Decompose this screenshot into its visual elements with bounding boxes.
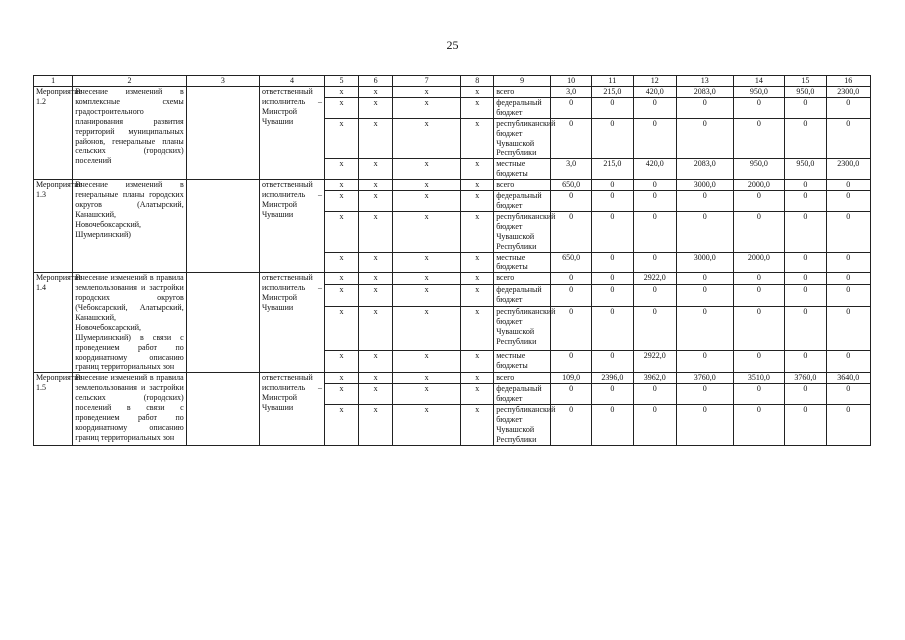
- budget-code-cell: x: [461, 87, 494, 98]
- funding-value-cell: 0: [633, 307, 676, 351]
- funding-value-cell: 0: [733, 273, 785, 285]
- funding-value-cell: 0: [592, 180, 633, 191]
- funding-value-cell: 950,0: [733, 87, 785, 98]
- budget-code-cell: x: [325, 350, 359, 372]
- funding-value-cell: 0: [676, 211, 733, 252]
- funding-value-cell: 2922,0: [633, 273, 676, 285]
- funding-source-cell: федеральный бюджет: [494, 384, 551, 405]
- budget-code-cell: x: [359, 307, 393, 351]
- funding-value-cell: 0: [633, 118, 676, 159]
- funding-source-cell: всего: [494, 180, 551, 191]
- funding-value-cell: 0: [676, 118, 733, 159]
- funding-value-cell: 3760,0: [785, 373, 826, 384]
- budget-code-cell: x: [359, 350, 393, 372]
- funding-value-cell: 0: [550, 405, 591, 446]
- funding-value-cell: 0: [633, 405, 676, 446]
- measure-title-cell: Внесение изменений в комплексные схемы градостроительного планирования развития территорий муниципальных районов, генеральные планы сельских (городских) поселений: [73, 87, 187, 180]
- page-number: 25: [446, 38, 459, 52]
- funding-value-cell: 0: [550, 384, 591, 405]
- budget-code-cell: x: [461, 273, 494, 285]
- funding-value-cell: 0: [592, 405, 633, 446]
- funding-value-cell: 0: [676, 405, 733, 446]
- measure-funding-row: [34, 273, 871, 285]
- funding-source-cell: республиканский бюджет Чувашской Республики: [494, 405, 551, 446]
- budget-code-cell: x: [325, 273, 359, 285]
- budget-code-cell: x: [393, 191, 461, 212]
- column-number-cell: 8: [461, 76, 494, 87]
- column-number-cell: 12: [633, 76, 676, 87]
- budget-code-cell: x: [325, 118, 359, 159]
- column-number-cell: 7: [393, 76, 461, 87]
- measure-id-cell: Мероприятие 1.5: [34, 373, 73, 445]
- funding-value-cell: 0: [733, 118, 785, 159]
- funding-value-cell: 0: [826, 350, 871, 372]
- budget-code-cell: x: [325, 285, 359, 307]
- funding-value-cell: 650,0: [550, 180, 591, 191]
- funding-value-cell: 0: [733, 285, 785, 307]
- budget-code-cell: x: [359, 405, 393, 446]
- funding-value-cell: 0: [785, 307, 826, 351]
- funding-value-cell: 0: [592, 191, 633, 212]
- funding-value-cell: 0: [826, 118, 871, 159]
- funding-value-cell: 0: [550, 191, 591, 212]
- funding-value-cell: 2300,0: [826, 87, 871, 98]
- measure-id-cell: Мероприятие 1.2: [34, 87, 73, 180]
- funding-value-cell: 0: [550, 273, 591, 285]
- funding-value-cell: 0: [785, 350, 826, 372]
- funding-value-cell: 0: [826, 97, 871, 118]
- column-number-cell: 2: [73, 76, 187, 87]
- funding-value-cell: 0: [550, 350, 591, 372]
- column-number-cell: 15: [785, 76, 826, 87]
- funding-value-cell: 0: [785, 191, 826, 212]
- funding-value-cell: 3,0: [550, 87, 591, 98]
- funding-value-cell: 3,0: [550, 159, 591, 180]
- funding-value-cell: 3000,0: [676, 252, 733, 273]
- budget-code-cell: x: [325, 384, 359, 405]
- funding-value-cell: 0: [550, 285, 591, 307]
- budget-code-cell: x: [461, 159, 494, 180]
- budget-code-cell: x: [461, 405, 494, 446]
- column-number-cell: 6: [359, 76, 393, 87]
- budget-code-cell: x: [461, 97, 494, 118]
- budget-code-cell: x: [393, 252, 461, 273]
- budget-code-cell: x: [325, 180, 359, 191]
- funding-value-cell: 2922,0: [633, 350, 676, 372]
- funding-value-cell: 0: [550, 211, 591, 252]
- column-number-cell: 10: [550, 76, 591, 87]
- measure-col3-cell: [186, 273, 259, 373]
- funding-value-cell: 0: [633, 252, 676, 273]
- measure-title-cell: Внесение изменений в правила землепользования и застройки сельских (городских) поселений в связи с проведением работ по координатному описанию границ территориальных зон: [73, 373, 187, 445]
- measure-col3-cell: [186, 373, 259, 445]
- funding-value-cell: 0: [733, 191, 785, 212]
- funding-value-cell: 0: [592, 273, 633, 285]
- column-number-cell: 1: [34, 76, 73, 87]
- measure-col3-cell: [186, 180, 259, 273]
- funding-value-cell: 0: [826, 211, 871, 252]
- funding-value-cell: 0: [550, 97, 591, 118]
- budget-code-cell: x: [359, 159, 393, 180]
- budget-code-cell: x: [461, 180, 494, 191]
- funding-value-cell: 2083,0: [676, 87, 733, 98]
- budget-code-cell: x: [461, 211, 494, 252]
- funding-value-cell: 0: [592, 384, 633, 405]
- measure-executor-cell: ответственный исполнитель – Минстрой Чувашии: [259, 273, 324, 373]
- budget-code-cell: x: [325, 87, 359, 98]
- budget-code-cell: x: [461, 118, 494, 159]
- funding-value-cell: 0: [592, 285, 633, 307]
- funding-value-cell: 950,0: [733, 159, 785, 180]
- funding-value-cell: 950,0: [785, 159, 826, 180]
- column-number-cell: 16: [826, 76, 871, 87]
- funding-value-cell: 0: [633, 211, 676, 252]
- budget-code-cell: x: [359, 384, 393, 405]
- funding-source-cell: местные бюджеты: [494, 159, 551, 180]
- budget-code-cell: x: [359, 180, 393, 191]
- funding-value-cell: 0: [676, 273, 733, 285]
- measure-id-cell: Мероприятие 1.3: [34, 180, 73, 273]
- funding-value-cell: 0: [785, 211, 826, 252]
- funding-value-cell: 950,0: [785, 87, 826, 98]
- funding-value-cell: 0: [676, 97, 733, 118]
- funding-value-cell: 0: [785, 273, 826, 285]
- budget-code-cell: x: [325, 252, 359, 273]
- funding-value-cell: 0: [826, 307, 871, 351]
- budget-code-cell: x: [461, 384, 494, 405]
- funding-value-cell: 0: [826, 180, 871, 191]
- budget-code-cell: x: [325, 405, 359, 446]
- funding-value-cell: 0: [785, 180, 826, 191]
- measure-funding-row: [34, 373, 871, 384]
- funding-value-cell: 2083,0: [676, 159, 733, 180]
- funding-value-cell: 0: [592, 252, 633, 273]
- budget-code-cell: x: [325, 211, 359, 252]
- budget-code-cell: x: [359, 273, 393, 285]
- funding-value-cell: 0: [826, 384, 871, 405]
- budget-code-cell: x: [359, 252, 393, 273]
- budget-code-cell: x: [325, 97, 359, 118]
- funding-value-cell: 0: [733, 97, 785, 118]
- funding-value-cell: 420,0: [633, 87, 676, 98]
- funding-value-cell: 0: [785, 252, 826, 273]
- column-number-cell: 3: [186, 76, 259, 87]
- funding-value-cell: 215,0: [592, 159, 633, 180]
- budget-code-cell: x: [393, 273, 461, 285]
- funding-value-cell: 0: [733, 307, 785, 351]
- funding-value-cell: 650,0: [550, 252, 591, 273]
- budget-code-cell: x: [359, 87, 393, 98]
- funding-value-cell: 0: [826, 285, 871, 307]
- column-number-cell: 14: [733, 76, 785, 87]
- budget-code-cell: x: [359, 285, 393, 307]
- budget-code-cell: x: [393, 285, 461, 307]
- budget-code-cell: x: [359, 118, 393, 159]
- measure-executor-cell: ответственный исполнитель – Минстрой Чувашии: [259, 87, 324, 180]
- funding-value-cell: 0: [826, 252, 871, 273]
- budget-code-cell: x: [393, 97, 461, 118]
- funding-value-cell: 0: [550, 118, 591, 159]
- funding-value-cell: 0: [826, 273, 871, 285]
- measure-title-cell: Внесение изменений в правила землепользования и застройки городских округов (Чебоксарский, Алатырский, Канашский, Новочебоксарский, Шумерлинский) в связи с проведением работ по координатному описанию границ территориальных зон: [73, 273, 187, 373]
- column-number-header-row: [34, 76, 871, 87]
- funding-value-cell: 0: [633, 384, 676, 405]
- funding-value-cell: 0: [676, 307, 733, 351]
- column-number-cell: 13: [676, 76, 733, 87]
- funding-source-cell: местные бюджеты: [494, 350, 551, 372]
- measure-executor-cell: ответственный исполнитель – Минстрой Чувашии: [259, 373, 324, 445]
- table-body: [34, 76, 871, 446]
- funding-value-cell: 0: [633, 191, 676, 212]
- budget-code-cell: x: [359, 373, 393, 384]
- budget-code-cell: x: [461, 307, 494, 351]
- funding-source-cell: федеральный бюджет: [494, 285, 551, 307]
- column-number-cell: 4: [259, 76, 324, 87]
- column-number-cell: 9: [494, 76, 551, 87]
- funding-value-cell: 0: [676, 350, 733, 372]
- funding-source-cell: республиканский бюджет Чувашской Республики: [494, 211, 551, 252]
- funding-value-cell: 0: [676, 384, 733, 405]
- funding-value-cell: 0: [676, 285, 733, 307]
- budget-code-cell: x: [325, 159, 359, 180]
- funding-source-cell: республиканский бюджет Чувашской Республики: [494, 307, 551, 351]
- budget-code-cell: x: [461, 191, 494, 212]
- measure-id-cell: Мероприятие 1.4: [34, 273, 73, 373]
- funding-value-cell: 0: [733, 211, 785, 252]
- measure-title-cell: Внесение изменений в генеральные планы городских округов (Алатырский, Канашский, Новочебоксарский, Шумерлинский): [73, 180, 187, 273]
- funding-value-cell: 109,0: [550, 373, 591, 384]
- budget-table: [33, 75, 871, 446]
- funding-value-cell: 420,0: [633, 159, 676, 180]
- budget-code-cell: x: [393, 405, 461, 446]
- funding-value-cell: 0: [785, 118, 826, 159]
- budget-code-cell: x: [461, 252, 494, 273]
- funding-source-cell: местные бюджеты: [494, 252, 551, 273]
- funding-value-cell: 3962,0: [633, 373, 676, 384]
- funding-source-cell: федеральный бюджет: [494, 97, 551, 118]
- funding-value-cell: 0: [592, 211, 633, 252]
- funding-value-cell: 0: [785, 97, 826, 118]
- measure-funding-row: [34, 180, 871, 191]
- funding-value-cell: 0: [785, 285, 826, 307]
- funding-value-cell: 0: [592, 118, 633, 159]
- funding-value-cell: 0: [592, 97, 633, 118]
- budget-code-cell: x: [461, 373, 494, 384]
- budget-code-cell: x: [393, 118, 461, 159]
- budget-code-cell: x: [393, 384, 461, 405]
- funding-value-cell: 3000,0: [676, 180, 733, 191]
- budget-code-cell: x: [461, 350, 494, 372]
- measure-executor-cell: ответственный исполнитель – Минстрой Чувашии: [259, 180, 324, 273]
- funding-value-cell: 2300,0: [826, 159, 871, 180]
- funding-value-cell: 0: [733, 405, 785, 446]
- funding-source-cell: республиканский бюджет Чувашской Республики: [494, 118, 551, 159]
- budget-code-cell: x: [325, 373, 359, 384]
- funding-value-cell: 0: [733, 384, 785, 405]
- funding-value-cell: 0: [785, 384, 826, 405]
- budget-code-cell: x: [393, 307, 461, 351]
- budget-code-cell: x: [359, 211, 393, 252]
- funding-value-cell: 0: [633, 97, 676, 118]
- funding-value-cell: 2000,0: [733, 252, 785, 273]
- funding-value-cell: 0: [785, 405, 826, 446]
- funding-value-cell: 0: [592, 307, 633, 351]
- funding-value-cell: 2396,0: [592, 373, 633, 384]
- funding-value-cell: 0: [550, 307, 591, 351]
- funding-value-cell: 3510,0: [733, 373, 785, 384]
- budget-code-cell: x: [393, 159, 461, 180]
- column-number-cell: 11: [592, 76, 633, 87]
- measure-col3-cell: [186, 87, 259, 180]
- measure-funding-row: [34, 87, 871, 98]
- funding-value-cell: 0: [676, 191, 733, 212]
- budget-code-cell: x: [393, 373, 461, 384]
- budget-code-cell: x: [393, 180, 461, 191]
- column-number-cell: 5: [325, 76, 359, 87]
- budget-code-cell: x: [325, 307, 359, 351]
- funding-value-cell: 0: [592, 350, 633, 372]
- budget-code-cell: x: [393, 211, 461, 252]
- funding-source-cell: всего: [494, 87, 551, 98]
- funding-value-cell: 0: [633, 180, 676, 191]
- funding-value-cell: 0: [633, 285, 676, 307]
- budget-code-cell: x: [359, 97, 393, 118]
- budget-code-cell: x: [393, 350, 461, 372]
- funding-value-cell: 0: [826, 405, 871, 446]
- funding-value-cell: 2000,0: [733, 180, 785, 191]
- budget-code-cell: x: [359, 191, 393, 212]
- funding-value-cell: 0: [826, 191, 871, 212]
- funding-source-cell: всего: [494, 373, 551, 384]
- funding-source-cell: всего: [494, 273, 551, 285]
- funding-value-cell: 0: [733, 350, 785, 372]
- funding-source-cell: федеральный бюджет: [494, 191, 551, 212]
- budget-code-cell: x: [461, 285, 494, 307]
- funding-value-cell: 3760,0: [676, 373, 733, 384]
- funding-value-cell: 215,0: [592, 87, 633, 98]
- budget-code-cell: x: [393, 87, 461, 98]
- funding-value-cell: 3640,0: [826, 373, 871, 384]
- budget-code-cell: x: [325, 191, 359, 212]
